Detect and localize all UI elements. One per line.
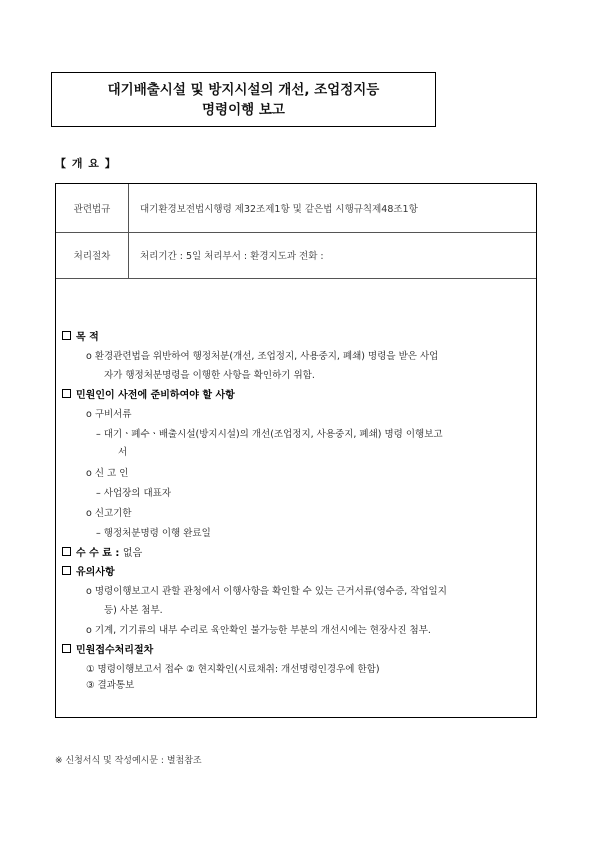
process-flow-line-2: ③ 결과통보 (86, 680, 135, 691)
square-bullet-icon (62, 331, 71, 340)
square-bullet-icon (62, 566, 71, 575)
reporter-item: – 사업장의 대표자 (96, 488, 172, 499)
notes-line-3: o 기계, 기기류의 내부 수리로 육안확인 불가능한 부분의 개선시에는 현장사진 첨부. (86, 625, 431, 636)
procedure-label: 처리절차 (56, 232, 129, 278)
law-value: 대기환경보전법시행령 제32조제1항 및 같은법 시행규칙제48조1항 (140, 204, 418, 215)
overview-frame (55, 183, 537, 718)
footer-note: ※ 신청서식 및 작성예시문 : 별첨참조 (55, 756, 202, 766)
square-bullet-icon (62, 547, 71, 556)
procedure-row (56, 232, 536, 279)
fee-value: 없음 (122, 548, 143, 559)
square-bullet-icon (62, 389, 71, 398)
reporter-label: o 신 고 인 (86, 468, 129, 479)
preparation-heading: 민원인이 사전에 준비하여야 할 사항 (62, 386, 235, 401)
required-docs-label: o 구비서류 (86, 409, 132, 420)
process-flow-line-1: ① 명령이행보고서 접수 ② 현지확인(시료채취: 개선명령인경우에 한함) (86, 664, 380, 675)
document-title-box (51, 72, 436, 127)
purpose-heading: 목 적 (62, 328, 99, 343)
purpose-line-2: 자가 행정처분명령을 이행한 사항을 확인하기 위함. (104, 370, 315, 381)
fee-heading: 수 수 료 : 없음 (62, 544, 142, 559)
square-bullet-icon (62, 644, 71, 653)
purpose-line-1: o 환경관련법을 위반하여 행정처분(개선, 조업정지, 사용중지, 폐쇄) 명령을 받은 사업 (86, 351, 439, 362)
notes-heading: 유의사항 (62, 563, 115, 578)
notes-line-1: o 명령이행보고시 관할 관청에서 이행사항을 확인할 수 있는 근거서류(영수증, 작업일지 (86, 586, 447, 597)
law-row (56, 184, 536, 233)
law-label: 관련법규 (56, 184, 129, 232)
required-docs-line-1: – 대기ㆍ폐수ㆍ배출시설(방지시설)의 개선(조업정지, 사용중지, 폐쇄) 명령 이행보고 (96, 429, 443, 440)
notes-line-2: 등) 사본 첨부. (104, 605, 163, 616)
document-title-line1: 대기배출시설 및 방지시설의 개선, 조업정지등 (107, 81, 380, 98)
deadline-label: o 신고기한 (86, 508, 132, 519)
deadline-item: – 행정처분명령 이행 완료일 (96, 528, 211, 539)
process-flow-heading: 민원접수처리절차 (62, 641, 153, 656)
procedure-value: 처리기간 : 5일 처리부서 : 환경지도과 전화 : (140, 251, 324, 262)
document-title-line2: 명령이행 보고 (202, 101, 285, 118)
required-docs-line-2: 서 (118, 447, 128, 458)
overview-heading: 【 개 요 】 (55, 157, 117, 170)
